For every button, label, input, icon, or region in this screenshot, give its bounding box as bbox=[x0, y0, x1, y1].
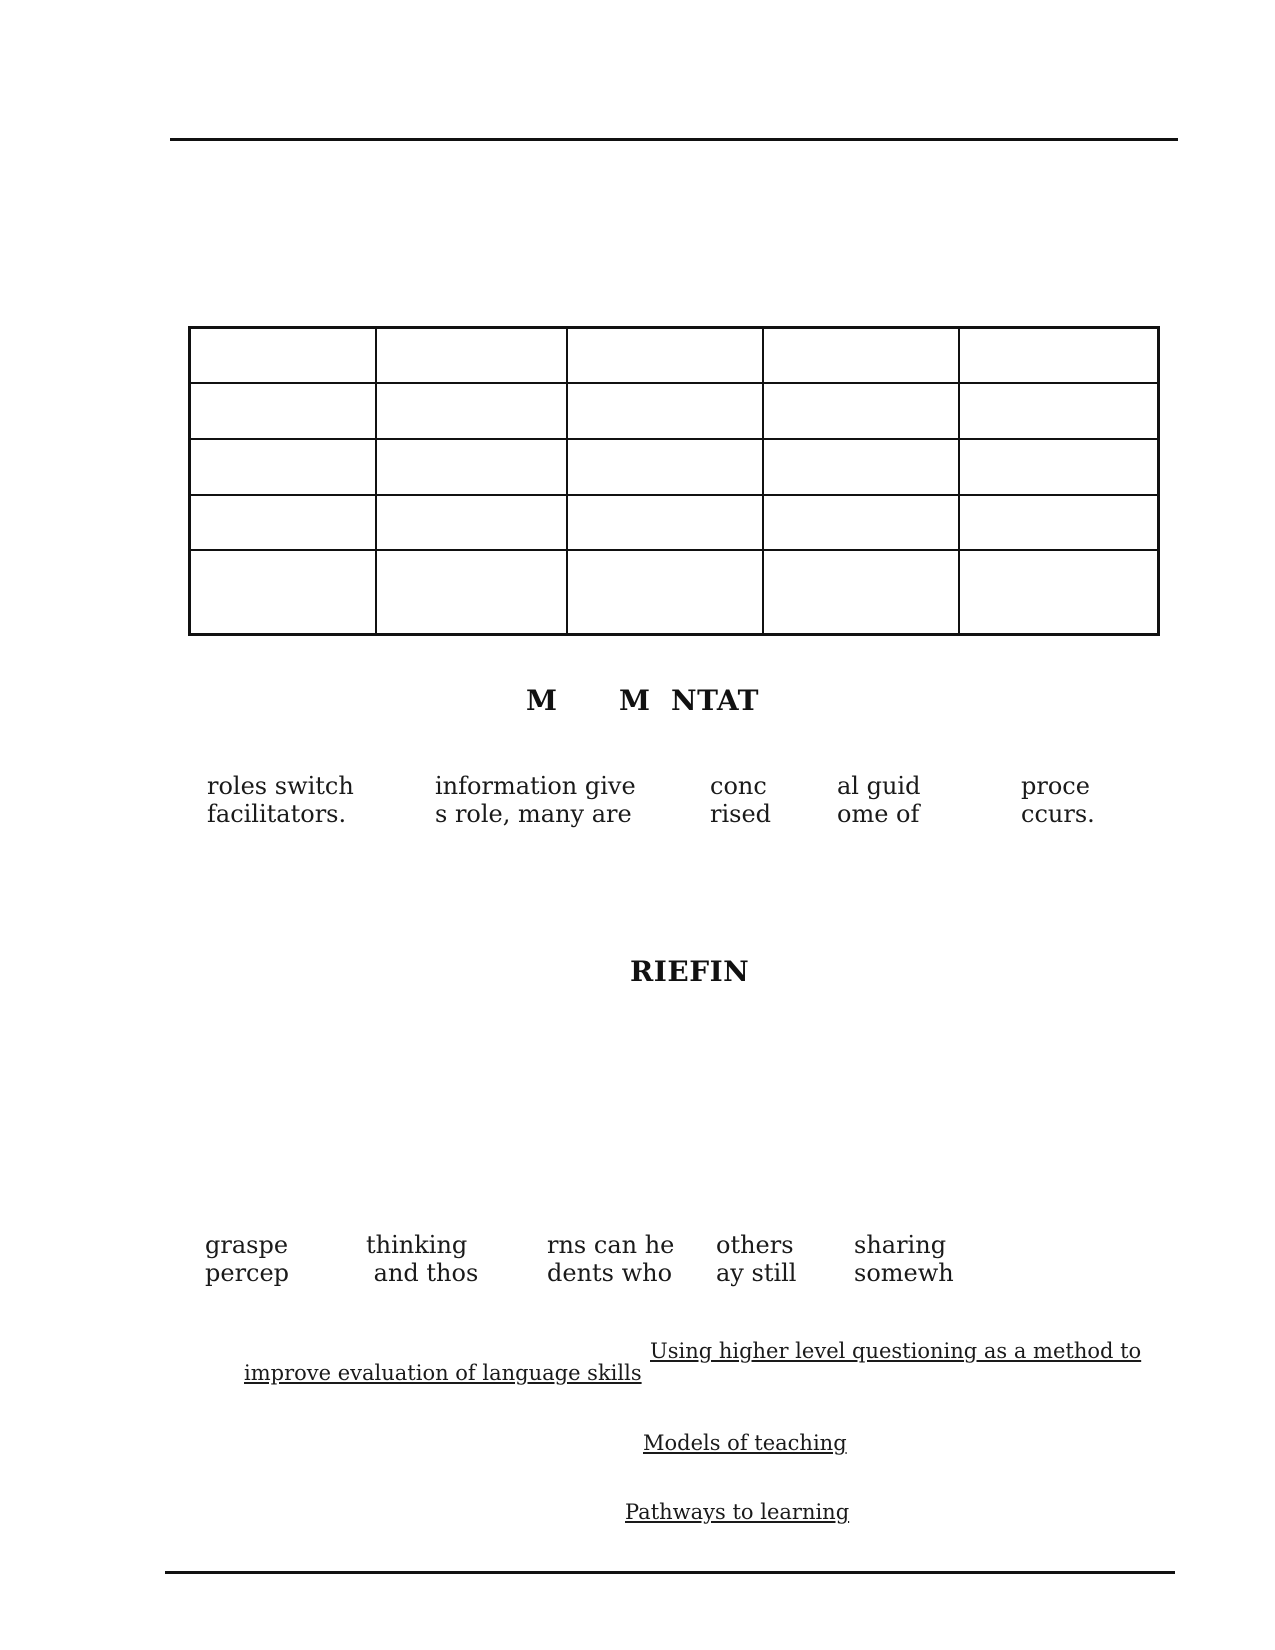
table-cell bbox=[764, 384, 960, 440]
text-fragment: proce ccurs. bbox=[1021, 772, 1095, 828]
table-cell bbox=[191, 551, 377, 633]
table-cell bbox=[764, 329, 960, 384]
table-cell bbox=[960, 329, 1157, 384]
table-cell bbox=[377, 329, 568, 384]
reference-title: Models of teaching bbox=[643, 1431, 847, 1455]
text-fragment: information give s role, many are bbox=[435, 772, 636, 828]
table-cell bbox=[568, 551, 764, 633]
table-cell bbox=[568, 329, 764, 384]
text-fragment: roles switch facilitators. bbox=[207, 772, 354, 828]
table-cell bbox=[764, 440, 960, 496]
table-cell bbox=[568, 440, 764, 496]
table-cell bbox=[191, 440, 377, 496]
table-cell bbox=[960, 551, 1157, 633]
reference-title: improve evaluation of language skills bbox=[244, 1361, 642, 1385]
table-cell bbox=[377, 384, 568, 440]
table-cell bbox=[764, 496, 960, 551]
bottom-rule bbox=[165, 1571, 1175, 1574]
table-cell bbox=[191, 329, 377, 384]
text-fragment: al guid ome of bbox=[837, 772, 921, 828]
table-cell bbox=[191, 384, 377, 440]
table-cell bbox=[377, 496, 568, 551]
reference-title: Pathways to learning bbox=[625, 1500, 850, 1524]
text-fragment: sharing somewh bbox=[854, 1231, 954, 1287]
table-cell bbox=[960, 440, 1157, 496]
blank-table bbox=[188, 326, 1160, 636]
table-cell bbox=[377, 551, 568, 633]
text-fragment: others ay still bbox=[716, 1231, 797, 1287]
table-cell bbox=[191, 496, 377, 551]
text-fragment: graspe percep bbox=[205, 1231, 290, 1287]
table-cell bbox=[377, 440, 568, 496]
table-cell bbox=[568, 496, 764, 551]
reference-title: Using higher level questioning as a method to bbox=[650, 1339, 1142, 1363]
top-rule bbox=[170, 138, 1178, 141]
table-cell bbox=[764, 551, 960, 633]
text-fragment: conc rised bbox=[710, 772, 772, 828]
text-fragment: thinking and thos bbox=[366, 1231, 479, 1287]
section-heading-2: RIEFIN bbox=[630, 955, 750, 988]
section-heading-1: M M NTAT bbox=[526, 684, 759, 717]
text-fragment: rns can he dents who bbox=[547, 1231, 675, 1287]
table-cell bbox=[568, 384, 764, 440]
table-cell bbox=[960, 496, 1157, 551]
table-cell bbox=[960, 384, 1157, 440]
